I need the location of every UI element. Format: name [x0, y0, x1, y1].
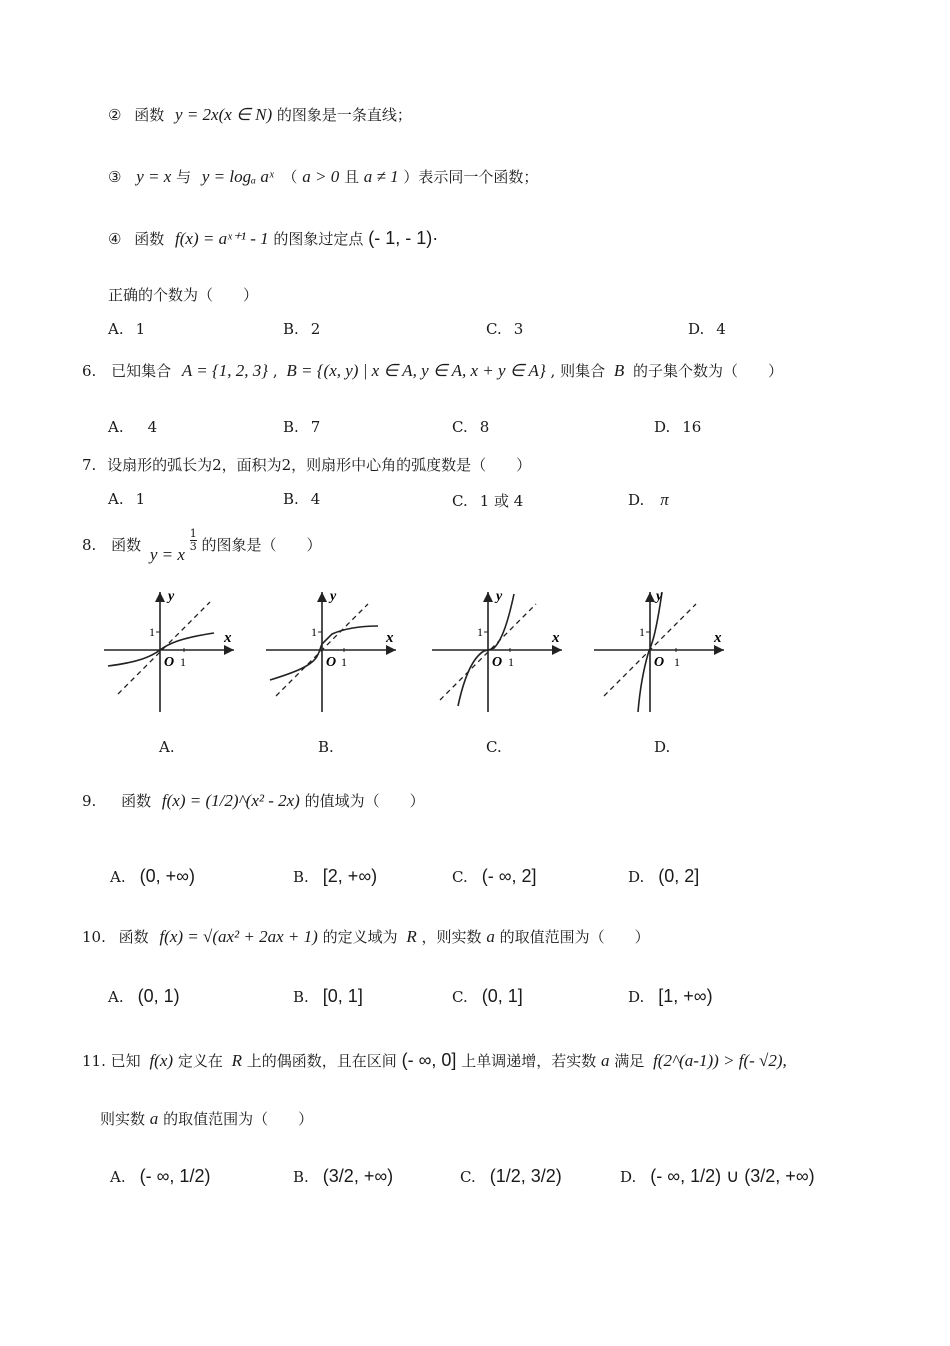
question-number: 8.: [82, 536, 97, 554]
question-text: 已知: [110, 1052, 141, 1070]
graph-d-x-label: x: [714, 630, 722, 646]
math-expression: f(x) = √(ax² + 2ax + 1): [159, 927, 318, 946]
question-text: 则实数: [100, 1110, 146, 1128]
math-expression: y = 2x(x ∈ N): [175, 105, 273, 124]
graph-a-y-label: y: [168, 589, 175, 604]
q9-option-d: D. (0, 2]: [628, 866, 700, 886]
question-7: [82, 454, 531, 475]
question-text: 满足: [614, 1052, 645, 1070]
question-text: 的值域为（ ）: [304, 792, 425, 810]
question-11-line-2: [100, 1108, 313, 1129]
graph-d-tick-y: 1: [639, 625, 645, 639]
q7-option-a: A. 1: [108, 490, 146, 508]
question-text: 的取值范围为（ ）: [163, 1110, 314, 1128]
math-expression: y = x: [149, 545, 185, 564]
graph-c-origin: O: [492, 655, 503, 670]
statement-2: [108, 104, 412, 125]
statement-text: ）表示同一个函数；: [403, 168, 539, 186]
math-expression: f(x): [149, 1051, 174, 1070]
statement-3: [108, 166, 538, 187]
graph-c-tick-x: 1: [508, 655, 514, 669]
count-question: 正确的个数为（ ）: [108, 286, 259, 304]
question-text: 定义在: [177, 1052, 223, 1070]
statement-number: ②: [108, 106, 122, 124]
graph-c-tick-y: 1: [477, 625, 483, 639]
graph-a: [100, 588, 240, 718]
question-text: 函数: [118, 928, 149, 946]
statement-4: [108, 228, 438, 249]
graph-d-y-label: y: [656, 589, 663, 604]
math-expression: f(x) = aˣ⁺¹ - 1: [175, 229, 269, 248]
exponent-fraction: $\frac{1}{3}$: [189, 527, 197, 553]
graph-a-tick-y: 1: [149, 625, 155, 639]
math-expression: y = logₐ aˣ: [201, 167, 274, 186]
q5-option-c: C. 3: [486, 320, 524, 338]
graph-d: [590, 588, 730, 718]
q10-option-c: C. (0, 1]: [452, 986, 523, 1006]
graph-a-x-label: x: [224, 630, 232, 646]
q6-option-a: A. 4: [108, 418, 158, 436]
question-text: 设扇形的弧长为2，面积为2，则扇形中心角的弧度数是（ ）: [107, 456, 532, 474]
math-variable: a: [149, 1109, 159, 1128]
question-6: [82, 360, 783, 381]
statement-number: ③: [108, 168, 122, 186]
question-number: 7.: [82, 456, 97, 474]
math-expression: f(2^(a-1)) > f(- √2),: [653, 1051, 787, 1070]
q11-option-c: C. (1/2, 3/2): [460, 1166, 562, 1186]
math-expression: (- 1, - 1)·: [368, 228, 439, 248]
statement-text: 函数: [134, 230, 165, 248]
question-10: [82, 926, 650, 947]
graph-a-label: A.: [159, 738, 175, 756]
question-number: 10.: [82, 928, 106, 946]
q7-option-d: D. π: [628, 490, 669, 509]
question-text: 上的偶函数，且在区间: [246, 1052, 397, 1070]
graph-d-tick-x: 1: [674, 655, 680, 669]
statement-text: 函数: [134, 106, 165, 124]
question-text: 已知集合: [111, 362, 172, 380]
graph-b-label: B.: [318, 738, 334, 756]
question-11: [82, 1050, 787, 1071]
q11-option-d: D. (- ∞, 1/2) ∪ (3/2, +∞): [620, 1166, 815, 1186]
question-number: 11.: [82, 1052, 106, 1070]
q10-option-b: B. [0, 1]: [293, 986, 363, 1006]
math-expression: B = {(x, y) | x ∈ A, y ∈ A, x + y ∈ A}: [286, 361, 546, 380]
math-expression: f(x) = (1/2)^(x² - 2x): [161, 791, 300, 810]
graph-c-x-label: x: [552, 630, 560, 646]
graph-b-x-label: x: [386, 630, 394, 646]
q11-option-a: A. (- ∞, 1/2): [110, 1166, 211, 1186]
graph-b-origin: O: [326, 655, 337, 670]
graph-d-label: D.: [654, 738, 671, 756]
math-variable: R: [231, 1051, 242, 1070]
question-number: 9.: [82, 792, 97, 810]
graph-c-label: C.: [486, 738, 502, 756]
q7-option-c: C. 1 或 4: [452, 492, 524, 510]
q11-option-b: B. (3/2, +∞): [293, 1166, 394, 1186]
graph-b-tick-x: 1: [341, 655, 347, 669]
question-text: 函数: [121, 792, 152, 810]
question-text: 的子集个数为（ ）: [633, 362, 784, 380]
statement-text: 的图象过定点: [273, 230, 364, 248]
question-text: , 则集合: [550, 362, 606, 380]
graph-c-y-label: y: [496, 589, 503, 604]
question-text: 函数: [111, 536, 142, 554]
statement-text: 且: [343, 168, 359, 186]
q10-option-a: A. (0, 1): [108, 986, 180, 1006]
statement-text: （: [282, 168, 298, 186]
math-variable: B: [613, 361, 625, 380]
math-variable: a: [601, 1051, 610, 1070]
graph-d-origin: O: [654, 655, 665, 670]
math-expression: (- ∞, 0]: [401, 1050, 457, 1070]
question-number: 6.: [82, 362, 97, 380]
q5-option-b: B. 2: [283, 320, 321, 338]
q6-option-d: D. 16: [654, 418, 702, 436]
question-text: ，则实数: [421, 928, 482, 946]
question-text: 的定义域为: [322, 928, 398, 946]
question-text: 上单调递增，若实数: [461, 1052, 597, 1070]
question-text: 的取值范围为（ ）: [499, 928, 650, 946]
statement-text: 的图象是一条直线；: [276, 106, 412, 124]
graph-b-y-label: y: [330, 589, 337, 604]
q9-option-c: C. (- ∞, 2]: [452, 866, 537, 886]
q6-option-c: C. 8: [452, 418, 490, 436]
math-variable: a: [486, 927, 495, 946]
q6-option-b: B. 7: [283, 418, 321, 436]
question-text: ,: [272, 362, 278, 380]
math-expression: a > 0: [302, 167, 340, 186]
statement-number: ④: [108, 230, 122, 248]
math-expression: y = x: [136, 167, 172, 186]
question-9: [82, 790, 425, 811]
q5-option-d: D. 4: [688, 320, 726, 338]
question-text: 的图象是（ ）: [201, 536, 322, 554]
q10-option-d: D. [1, +∞): [628, 986, 713, 1006]
graph-b: [262, 588, 402, 718]
q5-option-a: A. 1: [108, 320, 146, 338]
math-variable: R: [406, 927, 417, 946]
graph-c: [428, 588, 568, 718]
q9-option-b: B. [2, +∞): [293, 866, 378, 886]
statement-text: 与: [176, 168, 192, 186]
math-expression: A = {1, 2, 3}: [181, 361, 269, 380]
graph-a-tick-x: 1: [180, 655, 186, 669]
question-8: [82, 527, 322, 564]
q7-option-b: B. 4: [283, 490, 321, 508]
graph-a-origin: O: [164, 655, 175, 670]
graph-b-tick-y: 1: [311, 625, 317, 639]
q9-option-a: A. (0, +∞): [110, 866, 195, 886]
math-expression: a ≠ 1: [363, 167, 399, 186]
